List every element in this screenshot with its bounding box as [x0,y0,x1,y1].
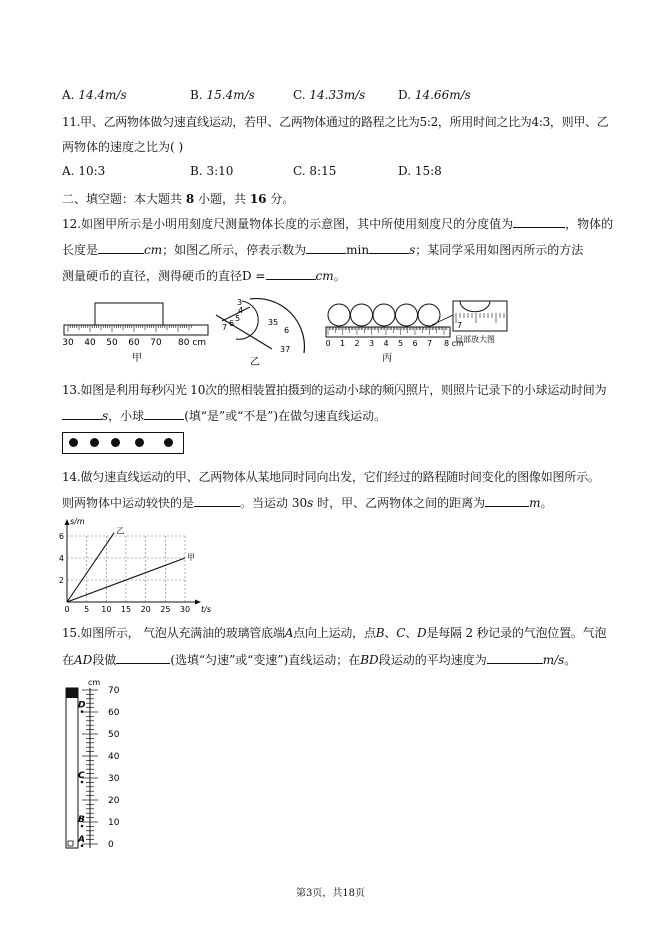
point-label: C [78,771,85,781]
page-footer: 第3页，共18页 [295,888,366,899]
ball [69,438,78,447]
inner-dial-label: 4 [238,306,244,315]
tube-cap [66,688,78,698]
option-letter: D. [398,164,412,178]
unit: s [307,496,314,510]
q13-text: (填“是”或“不是”)在做匀速直线运动。 [184,409,387,423]
ruler-tick-label: 0 [325,339,331,348]
y-tick-label: 4 [58,554,64,563]
q15-text: (选填“匀速”或“变速”)直线运动；在 [170,653,361,667]
q13-line-2 [62,407,386,424]
point-label: D [78,700,86,711]
q12-text: 。 [333,269,346,283]
q15-text: 是每隔 2 秒记录的气泡位置。气泡 [426,626,607,640]
unit: m/s [542,653,565,667]
ruler-unit: cm [88,678,101,687]
q12-text: ；如图乙所示，停表示数为 [162,243,307,257]
series-label: 乙 [116,526,125,536]
section-text: 二、填空题：本大题共 [62,192,186,206]
option-letter: A. [62,88,75,102]
ruler-tick-label: 8 cm [444,339,464,348]
q11-line-2: 两物体的速度之比为( ) [62,140,184,154]
q15-text: 段做 [92,653,117,667]
q12-line-3 [62,267,346,284]
point-label: A [284,626,294,640]
point-label: A [78,834,85,845]
unit: s [102,409,109,423]
q15-line-2 [62,651,576,668]
zoom-caption: 局部放大图 [455,335,495,344]
y-axis-label: s/m [70,517,85,526]
q10-option-c [293,88,365,102]
ball [90,438,99,447]
ruler-tick-label: 30 [62,338,74,348]
inner-dial-label: 6 [229,319,235,328]
option-letter: C. [293,164,306,178]
ruler-tick-label: 5 [397,339,404,348]
option-letter: D. [398,88,412,102]
q12-text: ；某同学采用如图丙所示的方法 [415,243,584,257]
glass-tube [66,688,78,848]
q12-text: 12.如图甲所示是小明用刻度尺测量物体长度的示意图，其中所使用刻度尺的分度值为 [62,217,514,231]
q15-line-1 [62,624,606,641]
answer-blank [487,651,543,664]
zoom-tick-label: 7 [457,321,463,330]
q11-option-a [62,164,105,178]
section-text: 分。 [266,192,295,206]
figure-yi-stopwatch [210,295,310,370]
q14-line-1: 14.做匀速直线运动的甲、乙两物体从某地同时同向出发，它们经过的路程随时间变化的图像如图所示。 [62,470,600,484]
unit: cm [315,269,334,283]
coin [396,304,418,326]
ruler-tick-label: 70 [108,686,120,696]
q13-line-1: 13.如图是利用每秒闪光 10次的照相装置拍摄到的运动小球的频闪照片，则照片记录下的小球运动时间为 [62,383,607,397]
q10-option-b [190,88,255,102]
q10-option-a [62,88,127,102]
unit: s [409,243,416,257]
q11-option-c [293,164,336,178]
section-count: 8 [185,192,195,206]
ruler-tick-label: 50 [106,338,118,348]
coin [351,304,373,326]
x-tick-label: 10 [101,605,112,614]
ruler-tick-label: 4 [383,339,389,348]
outer-dial-label: 37 [280,345,291,354]
figure-bing-coins [320,295,520,370]
q15-text: 15.如图所示， 气泡从充满油的玻璃管底端 [62,626,285,640]
point-label: D [417,626,427,640]
option-value: 14.66m/s [414,88,471,102]
q11-option-b [190,164,233,178]
point-label: C [396,626,406,640]
coin-row [328,304,440,326]
option-value: 14.4m/s [78,88,127,102]
x-tick-label: 5 [84,605,90,614]
ruler-tick-label: 50 [108,730,120,740]
x-tick-label: 15 [120,605,132,614]
option-letter: B. [190,164,203,178]
answer-blank [116,651,170,664]
series-label: 甲 [187,553,195,562]
x-tick-label: 20 [140,605,151,614]
q14-text: 。当运动 30 [240,496,308,510]
bubble-mark [81,845,84,848]
option-value: 3:10 [206,164,234,178]
ruler-body [326,327,450,337]
unit: m [529,496,541,510]
q14-text: 时，甲、乙两物体之间的距离为 [313,496,486,510]
q15-text: 段运动的平均速度为 [378,653,487,667]
q10-option-d [398,88,471,102]
ruler-tick-label: 6 [412,339,418,348]
ruler-tick-label: 1 [339,339,346,348]
answer-blank [369,241,409,254]
bubble-mark [81,781,84,784]
option-value: 15:8 [414,164,442,178]
q12-line-2 [62,241,583,258]
y-tick-label: 2 [58,576,64,585]
chart-labels [59,517,211,614]
ruler-tick-label: 7 [426,339,433,348]
x-tick-label: 25 [160,605,171,614]
ball [111,438,120,447]
unit: min [346,243,370,257]
answer-blank [306,241,346,254]
answer-blank [513,215,565,228]
option-letter: C. [293,88,306,102]
answer-blank [485,494,529,507]
bubble-mark [81,710,84,713]
ruler-tick-label: 10 [108,818,120,828]
ruler-tick-label: 70 [150,338,162,348]
outer-dial-label: 35 [268,318,279,327]
q15-text: 在 [62,653,75,667]
ruler-tick-labels [325,339,464,348]
ruler-tick-label: 2 [354,339,360,348]
segment-label: BD [360,653,379,667]
strobe-photo [62,432,184,454]
ruler-tick-labels [108,686,120,850]
inner-dial-label: 3 [237,298,243,307]
ruler-tick-label: 60 [108,708,120,718]
q12-text: 长度是 [62,243,99,257]
chart-grid [67,536,185,602]
inner-dial-label: 5 [235,314,241,323]
ruler-tick-label: 60 [128,338,140,348]
q15-text: 、 [405,626,418,640]
answer-blank [144,407,184,420]
chart-axes [65,519,202,605]
q15-text: 、 [384,626,397,640]
y-tick-label: 6 [58,532,64,541]
figure-caption: 乙 [250,357,260,368]
option-value: 15.4m/s [206,88,255,102]
unit: cm [144,243,163,257]
answer-blank [194,494,240,507]
section-score: 16 [249,192,267,206]
q13-text: ，小球 [108,409,145,423]
q15-text: 点向上运动，点 [293,626,376,640]
figure-jia-ruler [62,295,212,367]
section-text: 小题，共 [194,192,250,206]
coin [328,304,350,326]
answer-blank [62,407,102,420]
segment-label: AD [74,653,93,667]
series-line [67,533,114,602]
answer-blank [266,267,316,280]
q15-text: 。 [564,653,577,667]
y-axis-arrow [65,519,70,525]
figure-tube-ruler [62,676,142,854]
ball [164,438,173,447]
q14-text: 则两物体中运动较快的是 [62,496,195,510]
point-label: B [375,626,385,640]
q12-text: 测量硬币的直径，测得硬币的直径D = [62,269,266,283]
q14-text: 。 [540,496,553,510]
x-tick-label: 30 [179,605,191,614]
figure-caption: 甲 [132,353,142,364]
answer-blank [98,241,144,254]
ruler-tick-label: 3 [368,339,375,348]
s-t-chart [55,515,225,615]
option-value: 14.33m/s [309,88,366,102]
option-letter: A. [62,164,75,178]
ruler-tick-label: 40 [84,338,96,348]
ruler-tick-label: 40 [108,752,120,762]
option-letter: B. [190,88,203,102]
q11-option-d [398,164,442,178]
point-label: B [78,815,85,825]
option-value: 10:3 [78,164,106,178]
option-value: 8:15 [309,164,337,178]
bubble-mark [81,825,84,828]
section-heading [62,190,294,207]
q11-line-1: 11.甲、乙两物体做匀速直线运动，若甲、乙两物体通过的路程之比为5:2，所用时间之比为4:3，则甲、乙 [62,115,609,129]
figure-caption: 丙 [382,353,392,364]
q12-line-1 [62,215,613,232]
ruler-tick-label: 30 [108,774,120,784]
x-axis-label: t/s [201,605,211,614]
outer-dial-label: 6 [284,326,290,335]
bubble [68,841,73,846]
x-axis-arrow [195,600,201,605]
coin [373,304,395,326]
q14-line-2 [62,494,553,511]
ruler-tick-label: 20 [108,796,120,806]
x-tick-label: 0 [64,605,70,614]
measured-object [95,303,163,325]
inner-dial-label: 7 [222,323,228,332]
chart-series [67,533,185,602]
ruler-tick-label: 0 [108,840,114,850]
ball [135,438,144,447]
ruler-tick-label: 80 cm [178,338,207,348]
q12-text: ，物体的 [565,217,614,231]
